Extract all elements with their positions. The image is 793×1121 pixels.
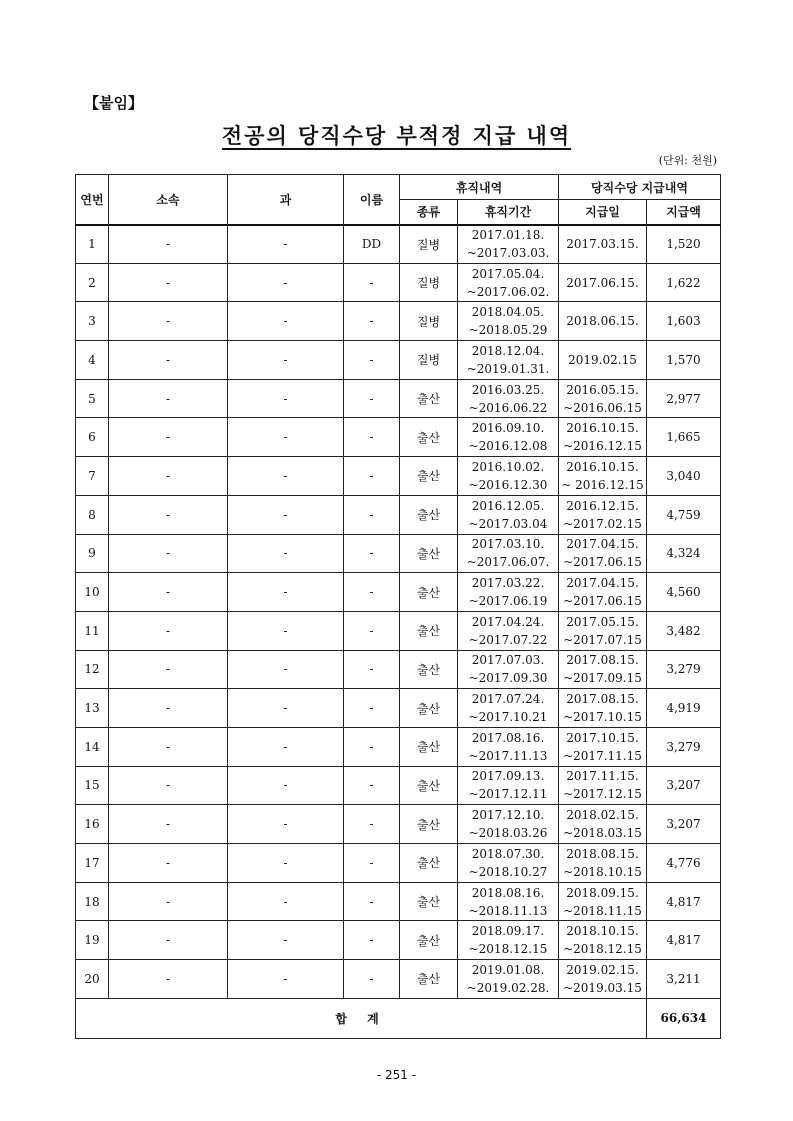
- cell-leave-type: 출산: [400, 921, 458, 960]
- cell-pay-date-start: 2016.12.15.: [566, 498, 639, 513]
- cell-affiliation: -: [109, 766, 228, 805]
- cell-pay-date: [559, 302, 647, 341]
- cell-leave-type: 출산: [400, 650, 458, 689]
- cell-leave-period-end: ~2016.12.08: [468, 439, 548, 454]
- cell-department: -: [228, 611, 344, 650]
- cell-no: 6: [76, 418, 109, 457]
- cell-no: 20: [76, 960, 109, 999]
- cell-no: 10: [76, 573, 109, 612]
- cell-pay-date: [559, 844, 647, 883]
- table-row: [76, 418, 721, 457]
- cell-affiliation: -: [109, 534, 228, 573]
- unit-note: (단위: 천원): [658, 154, 717, 167]
- cell-pay-date-start: 2017.04.15.: [566, 537, 639, 552]
- cell-pay-date-start: 2018.06.15.: [566, 314, 639, 329]
- cell-name: -: [344, 263, 400, 302]
- table-row: [76, 225, 721, 264]
- cell-leave-period: [458, 418, 559, 457]
- cell-department: -: [228, 379, 344, 418]
- cell-pay-date: [559, 611, 647, 650]
- cell-pay-date: [559, 379, 647, 418]
- cell-leave-period: [458, 573, 559, 612]
- header-pay-date: 지급일: [559, 200, 647, 225]
- cell-leave-period-start: 2018.12.04.: [471, 343, 545, 358]
- cell-leave-period-end: ~2016.06.22: [468, 400, 548, 415]
- cell-pay-date-start: 2017.05.15.: [566, 614, 639, 629]
- cell-pay-date: [559, 921, 647, 960]
- cell-leave-type: 출산: [400, 844, 458, 883]
- cell-affiliation: -: [109, 844, 228, 883]
- cell-leave-type: 출산: [400, 379, 458, 418]
- cell-name: -: [344, 611, 400, 650]
- cell-department: -: [228, 766, 344, 805]
- cell-pay-date-start: 2018.09.15.: [566, 885, 639, 900]
- table-row: [76, 573, 721, 612]
- cell-pay-date-start: 2016.10.15.: [566, 421, 639, 436]
- cell-pay-date: [559, 418, 647, 457]
- cell-name: -: [344, 341, 400, 380]
- cell-leave-type: 출산: [400, 534, 458, 573]
- cell-affiliation: -: [109, 960, 228, 999]
- cell-leave-type: 출산: [400, 573, 458, 612]
- cell-leave-period: [458, 534, 559, 573]
- cell-pay-date: [559, 263, 647, 302]
- cell-leave-period-end: ~2017.06.19: [468, 594, 548, 609]
- cell-leave-period-start: 2017.04.24.: [471, 614, 545, 629]
- cell-pay-date-end: ~ 2016.12.15: [561, 477, 644, 492]
- cell-no: 19: [76, 921, 109, 960]
- cell-leave-period-end: ~2019.01.31.: [466, 361, 550, 376]
- cell-leave-period-start: 2017.03.22.: [471, 576, 545, 591]
- cell-affiliation: -: [109, 650, 228, 689]
- cell-leave-period: [458, 882, 559, 921]
- cell-amount: 1,603: [647, 302, 721, 341]
- total-label: 합 계: [76, 998, 647, 1038]
- cell-leave-period-start: 2017.08.16.: [471, 730, 545, 745]
- cell-affiliation: -: [109, 263, 228, 302]
- cell-amount: 1,520: [647, 225, 721, 264]
- cell-leave-type: 질병: [400, 263, 458, 302]
- header-pay-amount: 지급액: [647, 200, 721, 225]
- cell-name: -: [344, 457, 400, 496]
- cell-leave-period: [458, 495, 559, 534]
- cell-affiliation: -: [109, 225, 228, 264]
- cell-name: -: [344, 495, 400, 534]
- cell-affiliation: -: [109, 418, 228, 457]
- cell-no: 11: [76, 611, 109, 650]
- cell-no: 7: [76, 457, 109, 496]
- table-row: [76, 457, 721, 496]
- cell-no: 12: [76, 650, 109, 689]
- table-row: [76, 650, 721, 689]
- document-title: 전공의 당직수당 부적정 지급 내역: [221, 124, 572, 148]
- cell-amount: 4,817: [647, 882, 721, 921]
- header-no: 연번: [76, 175, 109, 225]
- cell-department: -: [228, 495, 344, 534]
- cell-leave-period: [458, 379, 559, 418]
- cell-name: -: [344, 379, 400, 418]
- header-leave-type: 종류: [400, 200, 458, 225]
- cell-pay-date: [559, 534, 647, 573]
- cell-pay-date-end: ~2016.12.15: [563, 439, 642, 454]
- cell-affiliation: -: [109, 611, 228, 650]
- cell-amount: 3,211: [647, 960, 721, 999]
- cell-leave-period: [458, 766, 559, 805]
- cell-pay-date-end: ~2018.12.15: [563, 942, 642, 957]
- cell-pay-date-start: 2019.02.15: [568, 352, 637, 367]
- table-row: [76, 534, 721, 573]
- cell-amount: 1,665: [647, 418, 721, 457]
- cell-amount: 4,759: [647, 495, 721, 534]
- cell-amount: 3,279: [647, 650, 721, 689]
- cell-leave-type: 출산: [400, 960, 458, 999]
- cell-pay-date-end: ~2017.09.15: [563, 671, 642, 686]
- cell-leave-period-end: ~2018.11.13: [468, 903, 548, 918]
- cell-affiliation: -: [109, 882, 228, 921]
- cell-leave-type: 출산: [400, 418, 458, 457]
- cell-affiliation: -: [109, 727, 228, 766]
- page-number: - 251 -: [376, 1068, 417, 1082]
- cell-department: -: [228, 225, 344, 264]
- cell-leave-type: 출산: [400, 457, 458, 496]
- cell-pay-date: [559, 689, 647, 728]
- cell-leave-period-start: 2017.03.10.: [471, 537, 545, 552]
- cell-leave-period-end: ~2019.02.28.: [466, 980, 550, 995]
- payment-table: [75, 174, 721, 1039]
- cell-leave-period-end: ~2017.12.11: [468, 787, 548, 802]
- cell-name: -: [344, 882, 400, 921]
- cell-leave-type: 질병: [400, 225, 458, 264]
- cell-no: 2: [76, 263, 109, 302]
- table-row: [76, 921, 721, 960]
- cell-name: -: [344, 805, 400, 844]
- cell-leave-period: [458, 921, 559, 960]
- document-title-wrap: [0, 120, 793, 150]
- cell-name: DD: [344, 225, 400, 264]
- cell-pay-date-start: 2017.04.15.: [566, 576, 639, 591]
- cell-leave-period-end: ~2017.07.22: [468, 632, 548, 647]
- cell-pay-date-end: ~2017.07.15: [563, 632, 642, 647]
- table-row: [76, 844, 721, 883]
- cell-department: -: [228, 650, 344, 689]
- cell-no: 9: [76, 534, 109, 573]
- total-row: [76, 998, 721, 1038]
- total-amount: 66,634: [647, 998, 721, 1038]
- cell-leave-period-start: 2017.09.13.: [471, 769, 545, 784]
- cell-affiliation: -: [109, 921, 228, 960]
- cell-pay-date: [559, 882, 647, 921]
- cell-no: 17: [76, 844, 109, 883]
- cell-pay-date-start: 2018.08.15.: [566, 846, 639, 861]
- cell-leave-type: 출산: [400, 766, 458, 805]
- cell-leave-period-end: ~2018.05.29: [468, 323, 548, 338]
- cell-pay-date-start: 2017.08.15.: [566, 653, 639, 668]
- cell-pay-date-start: 2017.06.15.: [566, 275, 639, 290]
- table-row: [76, 689, 721, 728]
- cell-affiliation: -: [109, 495, 228, 534]
- cell-no: 14: [76, 727, 109, 766]
- cell-pay-date-start: 2017.10.15.: [566, 730, 639, 745]
- cell-department: -: [228, 341, 344, 380]
- cell-amount: 4,776: [647, 844, 721, 883]
- cell-leave-type: 출산: [400, 805, 458, 844]
- cell-leave-period-end: ~2016.12.30: [468, 477, 548, 492]
- cell-leave-period-start: 2017.07.03.: [471, 653, 545, 668]
- cell-no: 8: [76, 495, 109, 534]
- cell-pay-date-end: ~2017.02.15: [563, 516, 642, 531]
- cell-department: -: [228, 844, 344, 883]
- cell-pay-date-end: ~2017.06.15: [563, 555, 642, 570]
- cell-department: -: [228, 921, 344, 960]
- cell-pay-date-start: 2017.03.15.: [566, 237, 639, 252]
- cell-department: -: [228, 302, 344, 341]
- table-row: [76, 611, 721, 650]
- cell-leave-period-end: ~2017.06.07.: [466, 555, 550, 570]
- cell-leave-type: 출산: [400, 611, 458, 650]
- cell-affiliation: -: [109, 302, 228, 341]
- cell-pay-date: [559, 341, 647, 380]
- cell-pay-date-end: ~2017.10.15: [563, 710, 642, 725]
- cell-leave-period-end: ~2017.11.13: [468, 748, 548, 763]
- cell-amount: 3,482: [647, 611, 721, 650]
- cell-amount: 4,919: [647, 689, 721, 728]
- cell-amount: 3,207: [647, 766, 721, 805]
- cell-leave-period-start: 2016.09.10.: [471, 421, 545, 436]
- cell-leave-period-start: 2018.04.05.: [471, 305, 545, 320]
- cell-leave-type: 질병: [400, 302, 458, 341]
- table-row: [76, 379, 721, 418]
- table-row: [76, 263, 721, 302]
- cell-no: 3: [76, 302, 109, 341]
- cell-name: -: [344, 534, 400, 573]
- cell-pay-date-end: ~2019.03.15: [563, 980, 642, 995]
- table-row: [76, 805, 721, 844]
- table-row: [76, 882, 721, 921]
- cell-leave-period: [458, 727, 559, 766]
- cell-leave-period-start: 2017.07.24.: [471, 692, 545, 707]
- cell-pay-date-start: 2017.11.15.: [566, 769, 639, 784]
- cell-pay-date-end: ~2018.11.15: [563, 903, 642, 918]
- table-row: [76, 727, 721, 766]
- cell-leave-period: [458, 341, 559, 380]
- table-row: [76, 302, 721, 341]
- cell-leave-period-start: 2018.07.30.: [471, 846, 545, 861]
- cell-leave-period-end: ~2017.10.21: [468, 710, 548, 725]
- table-row: [76, 341, 721, 380]
- cell-no: 4: [76, 341, 109, 380]
- cell-leave-period: [458, 302, 559, 341]
- cell-pay-date-end: ~2017.12.15: [563, 787, 642, 802]
- cell-no: 1: [76, 225, 109, 264]
- cell-amount: 4,324: [647, 534, 721, 573]
- cell-affiliation: -: [109, 457, 228, 496]
- cell-pay-date: [559, 727, 647, 766]
- cell-leave-period: [458, 844, 559, 883]
- cell-leave-period-start: 2016.12.05.: [471, 498, 545, 513]
- cell-leave-period-start: 2019.01.08.: [471, 962, 545, 977]
- cell-pay-date: [559, 573, 647, 612]
- cell-pay-date-end: ~2018.10.15: [563, 864, 642, 879]
- cell-pay-date-end: ~2018.03.15: [563, 826, 642, 841]
- cell-pay-date-start: 2017.08.15.: [566, 692, 639, 707]
- cell-leave-type: 질병: [400, 341, 458, 380]
- cell-leave-period-end: ~2018.12.15: [468, 942, 548, 957]
- cell-leave-period-end: ~2017.03.04: [468, 516, 548, 531]
- cell-affiliation: -: [109, 689, 228, 728]
- cell-name: -: [344, 689, 400, 728]
- cell-no: 18: [76, 882, 109, 921]
- cell-leave-period: [458, 689, 559, 728]
- cell-department: -: [228, 534, 344, 573]
- cell-leave-period-end: ~2018.03.26: [468, 826, 548, 841]
- cell-pay-date: [559, 766, 647, 805]
- cell-leave-type: 출산: [400, 727, 458, 766]
- cell-department: -: [228, 457, 344, 496]
- cell-department: -: [228, 727, 344, 766]
- cell-no: 5: [76, 379, 109, 418]
- cell-pay-date: [559, 960, 647, 999]
- cell-leave-period: [458, 650, 559, 689]
- cell-name: -: [344, 921, 400, 960]
- cell-pay-date: [559, 495, 647, 534]
- cell-leave-period-start: 2016.10.02.: [471, 459, 545, 474]
- cell-pay-date: [559, 805, 647, 844]
- cell-pay-date-start: 2019.02.15.: [566, 962, 639, 977]
- cell-pay-date: [559, 225, 647, 264]
- cell-leave-period-start: 2017.05.04.: [471, 266, 545, 281]
- cell-no: 15: [76, 766, 109, 805]
- cell-amount: 2,977: [647, 379, 721, 418]
- cell-no: 13: [76, 689, 109, 728]
- cell-leave-period-start: 2016.03.25.: [471, 382, 545, 397]
- cell-leave-type: 출산: [400, 495, 458, 534]
- cell-department: -: [228, 263, 344, 302]
- attachment-label: 【붙임】: [84, 94, 143, 112]
- cell-amount: 1,622: [647, 263, 721, 302]
- cell-pay-date-end: ~2017.06.15: [563, 594, 642, 609]
- cell-name: -: [344, 727, 400, 766]
- cell-pay-date-start: 2016.10.15.: [566, 459, 639, 474]
- cell-leave-period: [458, 805, 559, 844]
- cell-amount: 3,279: [647, 727, 721, 766]
- cell-leave-period-end: ~2018.10.27: [468, 864, 548, 879]
- cell-name: -: [344, 573, 400, 612]
- cell-name: -: [344, 960, 400, 999]
- cell-name: -: [344, 650, 400, 689]
- cell-amount: 4,817: [647, 921, 721, 960]
- cell-leave-period: [458, 263, 559, 302]
- header-pay-group: 당직수당 지급내역: [559, 175, 721, 200]
- cell-leave-period-end: ~2017.09.30: [468, 671, 548, 686]
- cell-leave-period: [458, 960, 559, 999]
- cell-amount: 3,040: [647, 457, 721, 496]
- cell-leave-period-end: ~2017.03.03.: [466, 246, 550, 261]
- cell-affiliation: -: [109, 805, 228, 844]
- cell-pay-date: [559, 457, 647, 496]
- cell-pay-date: [559, 650, 647, 689]
- header-leave-group: 휴직내역: [400, 175, 559, 200]
- cell-affiliation: -: [109, 379, 228, 418]
- cell-department: -: [228, 882, 344, 921]
- cell-leave-type: 출산: [400, 689, 458, 728]
- header-leave-period: 휴직기간: [458, 200, 559, 225]
- cell-affiliation: -: [109, 573, 228, 612]
- cell-affiliation: -: [109, 341, 228, 380]
- cell-amount: 4,560: [647, 573, 721, 612]
- header-affiliation: 소속: [109, 175, 228, 225]
- cell-leave-period-start: 2017.01.18.: [471, 228, 545, 243]
- cell-pay-date-start: 2018.02.15.: [566, 808, 639, 823]
- cell-leave-period-start: 2017.12.10.: [471, 808, 545, 823]
- table-row: [76, 495, 721, 534]
- cell-name: -: [344, 418, 400, 457]
- cell-department: -: [228, 418, 344, 457]
- cell-pay-date-start: 2018.10.15.: [566, 924, 639, 939]
- table-row: [76, 766, 721, 805]
- header-name: 이름: [344, 175, 400, 225]
- cell-amount: 3,207: [647, 805, 721, 844]
- cell-department: -: [228, 960, 344, 999]
- cell-department: -: [228, 805, 344, 844]
- cell-department: -: [228, 573, 344, 612]
- cell-leave-period: [458, 611, 559, 650]
- cell-leave-type: 출산: [400, 882, 458, 921]
- cell-name: -: [344, 302, 400, 341]
- cell-leave-period: [458, 457, 559, 496]
- cell-department: -: [228, 689, 344, 728]
- cell-pay-date-end: ~2017.11.15: [563, 748, 642, 763]
- header-department: 과: [228, 175, 344, 225]
- cell-name: -: [344, 844, 400, 883]
- cell-no: 16: [76, 805, 109, 844]
- cell-leave-period-start: 2018.09.17.: [471, 924, 545, 939]
- cell-amount: 1,570: [647, 341, 721, 380]
- table-row: [76, 960, 721, 999]
- cell-leave-period: [458, 225, 559, 264]
- cell-leave-period-end: ~2017.06.02.: [466, 284, 550, 299]
- cell-pay-date-start: 2016.05.15.: [566, 382, 639, 397]
- cell-leave-period-start: 2018.08.16.: [471, 885, 545, 900]
- cell-pay-date-end: ~2016.06.15: [563, 400, 642, 415]
- cell-name: -: [344, 766, 400, 805]
